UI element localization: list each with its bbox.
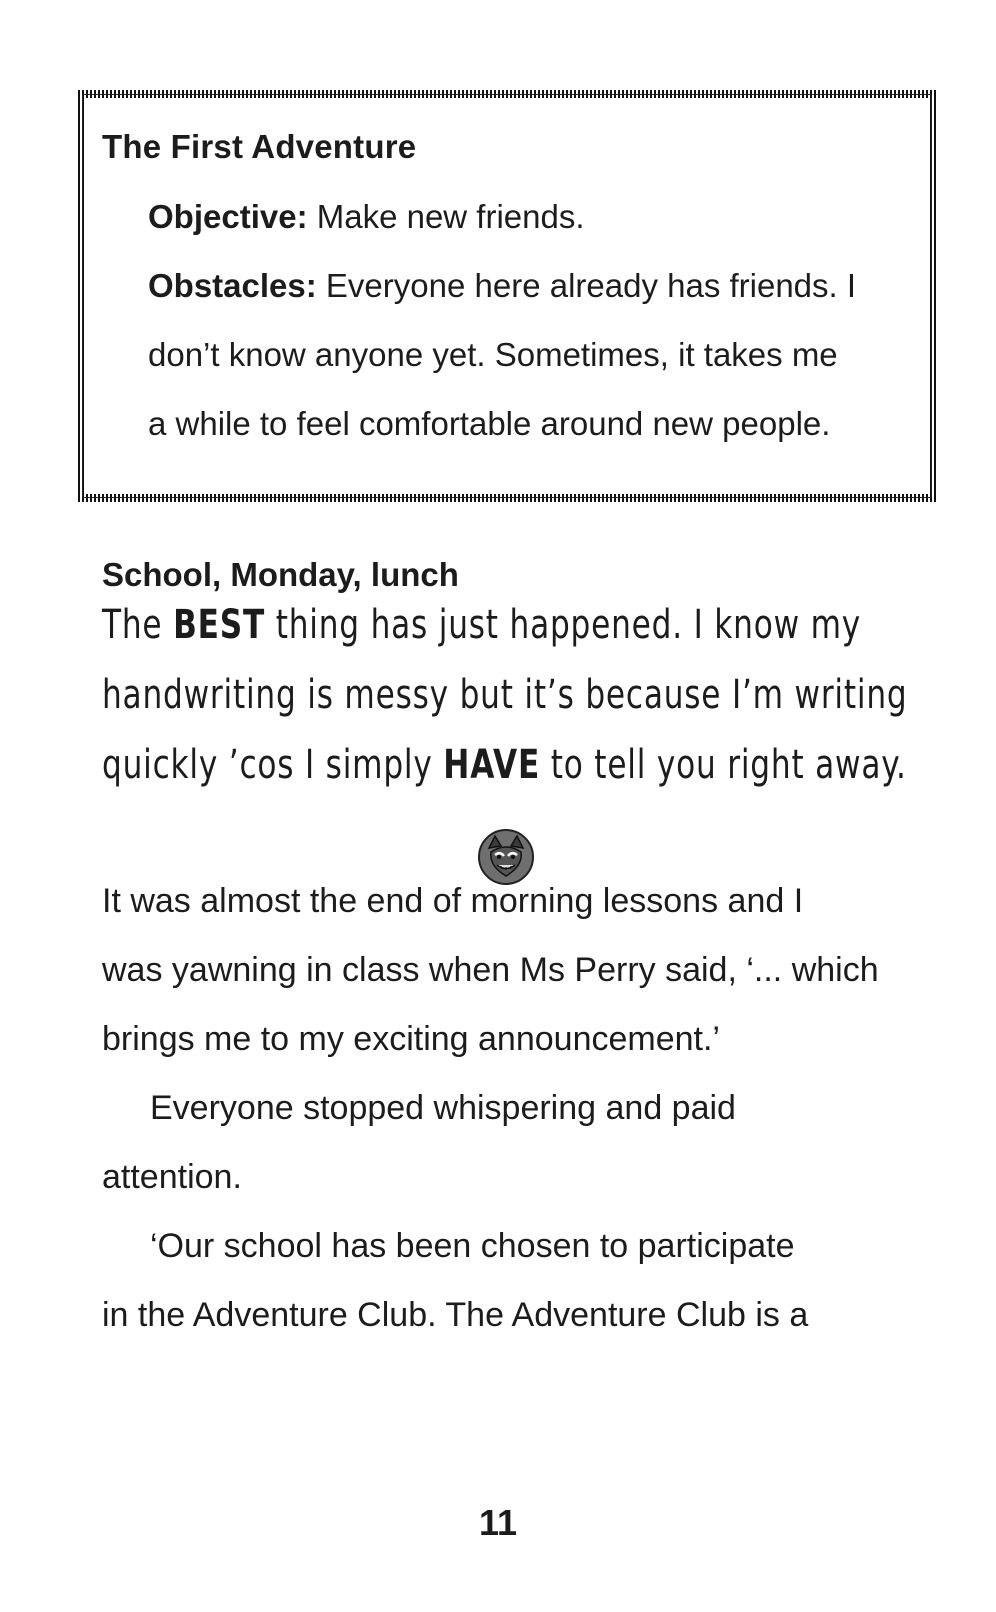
objective-text: Make new friends.	[307, 198, 585, 235]
handwritten-line-1	[102, 602, 861, 648]
body-line-2: was yawning in class when Ms Perry said, ‘... which	[102, 951, 879, 989]
handwritten-line-2: handwriting is messy but it’s because I’m writing	[102, 672, 908, 718]
hand-text: quickly ’cos I simply	[102, 742, 444, 788]
body-line-6: ‘Our school has been chosen to participate	[150, 1227, 795, 1265]
handwritten-line-3	[102, 742, 907, 788]
hand-text: thing has just happened. I know my	[265, 602, 861, 648]
obstacles-line-1	[148, 267, 856, 305]
obstacles-line-2: don’t know anyone yet. Sometimes, it takes me	[148, 336, 838, 373]
box-title: The First Adventure	[102, 128, 417, 165]
body-line-1: It was almost the end of morning lessons and I	[102, 882, 804, 920]
body-line-5: attention.	[102, 1158, 242, 1196]
page-number: 11	[478, 1502, 518, 1543]
hand-emphasis: BEST	[173, 602, 266, 648]
objective-label: Objective:	[148, 198, 308, 235]
obstacles-line-3: a while to feel comfortable around new people.	[148, 405, 831, 442]
obstacles-label: Obstacles:	[148, 267, 317, 304]
body-line-4: Everyone stopped whispering and paid	[150, 1089, 736, 1127]
obstacles-text-1: Everyone here already has friends. I	[316, 267, 857, 304]
fox-face-icon	[477, 828, 535, 886]
hand-emphasis: HAVE	[443, 742, 541, 788]
objective-line	[148, 198, 585, 236]
hand-text: The	[102, 602, 174, 648]
body-line-3: brings me to my exciting announcement.’	[102, 1020, 720, 1058]
hand-text: to tell you right away.	[540, 742, 907, 788]
body-line-7: in the Adventure Club. The Adventure Club is a	[102, 1296, 809, 1334]
entry-heading: School, Monday, lunch	[102, 556, 459, 593]
